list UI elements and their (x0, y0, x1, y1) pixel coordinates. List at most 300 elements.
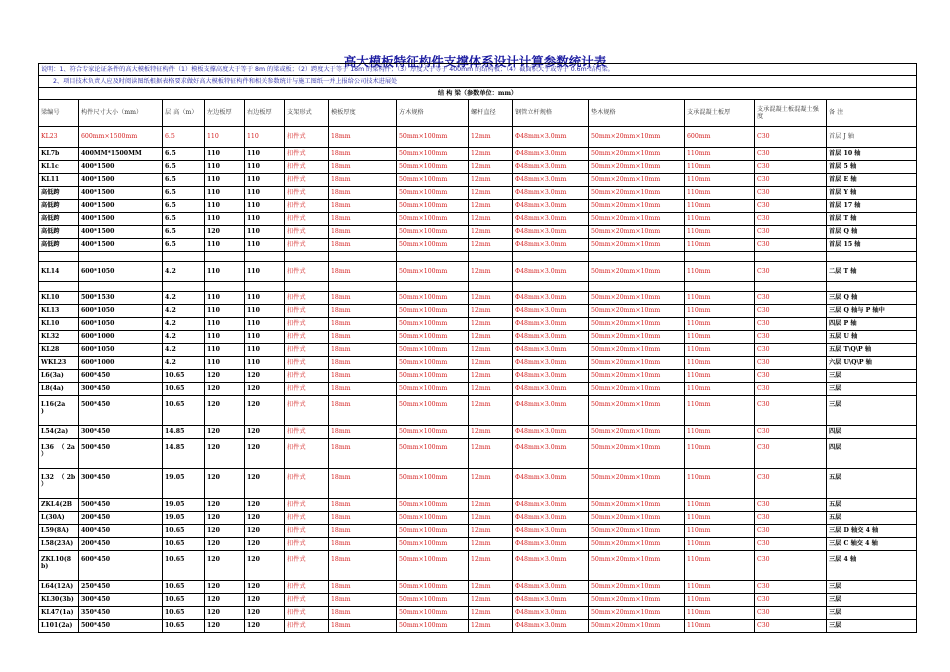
cell: 120 (205, 551, 245, 581)
cell: L6(3a) (39, 370, 79, 383)
cell: 120 (245, 499, 285, 512)
cell: 12mm (469, 383, 513, 396)
cell: 110 (205, 148, 245, 161)
cell: 12mm (469, 187, 513, 200)
cell: 4.2 (163, 344, 205, 357)
header-cell: 备 注 (827, 100, 917, 127)
cell: 50mm×100mm (397, 174, 469, 187)
cell: KL32 (39, 331, 79, 344)
empty-cell (513, 282, 589, 292)
cell: 300*450 (79, 469, 163, 499)
cell: 扣件式 (285, 620, 329, 633)
cell: 120 (245, 396, 285, 426)
cell: 120 (245, 607, 285, 620)
cell: 扣件式 (285, 396, 329, 426)
header-cell: 支承混凝土板厚 (685, 100, 755, 127)
cell: C30 (755, 213, 827, 226)
table-row (39, 239, 917, 252)
cell: 400*1500 (79, 174, 163, 187)
remark-cell: 首层 E 轴 (827, 174, 917, 187)
cell: 110mm (685, 439, 755, 469)
cell: Φ48mm×3.0mm (513, 292, 589, 305)
cell: 110 (245, 161, 285, 174)
cell: 120 (245, 426, 285, 439)
cell: 600*1000 (79, 331, 163, 344)
cell: 110 (245, 292, 285, 305)
cell: 110 (205, 127, 245, 148)
cell: C30 (755, 174, 827, 187)
cell: 扣件式 (285, 469, 329, 499)
cell: C30 (755, 344, 827, 357)
cell: Φ48mm×3.0mm (513, 127, 589, 148)
empty-cell (205, 252, 245, 262)
cell: 300*450 (79, 594, 163, 607)
header-cell: 梁编号 (39, 100, 79, 127)
cell: 12mm (469, 525, 513, 538)
cell: 12mm (469, 318, 513, 331)
table-row (39, 200, 917, 213)
cell: KL11 (39, 174, 79, 187)
table-row (39, 305, 917, 318)
cell: L32 （ 2b ） (39, 469, 79, 499)
cell: C30 (755, 469, 827, 499)
cell: 6.5 (163, 161, 205, 174)
cell: 250*450 (79, 581, 163, 594)
empty-cell (755, 282, 827, 292)
cell: 4.2 (163, 318, 205, 331)
remark-cell: 首层 15 轴 (827, 239, 917, 252)
cell: 50mm×20mm×10mm (589, 525, 685, 538)
cell: 12mm (469, 226, 513, 239)
cell: 50mm×100mm (397, 426, 469, 439)
cell: 10.65 (163, 607, 205, 620)
cell: 110 (205, 357, 245, 370)
remark-cell: 四层 (827, 426, 917, 439)
cell: 50mm×20mm×10mm (589, 161, 685, 174)
cell: 12mm (469, 174, 513, 187)
cell: L8(4a) (39, 383, 79, 396)
remark-cell: 三层 Q 轴与 P 轴中 (827, 305, 917, 318)
cell: 扣件式 (285, 318, 329, 331)
header-cell: 右边板厚 (245, 100, 285, 127)
cell: 50mm×20mm×10mm (589, 551, 685, 581)
cell: ZKL10(8 b) (39, 551, 79, 581)
cell: 10.65 (163, 525, 205, 538)
cell: 50mm×100mm (397, 305, 469, 318)
cell: 110 (205, 187, 245, 200)
table-row (39, 252, 917, 262)
table-row (39, 396, 917, 426)
cell: 50mm×20mm×10mm (589, 581, 685, 594)
table-row (39, 439, 917, 469)
cell: 600*1050 (79, 318, 163, 331)
cell: C30 (755, 226, 827, 239)
cell: 110 (205, 262, 245, 282)
cell: 50mm×20mm×10mm (589, 426, 685, 439)
empty-cell (469, 282, 513, 292)
cell: 350*450 (79, 607, 163, 620)
cell: 50mm×100mm (397, 538, 469, 551)
cell: 10.65 (163, 620, 205, 633)
cell: L59(8A) (39, 525, 79, 538)
cell: Φ48mm×3.0mm (513, 226, 589, 239)
cell: 18mm (329, 305, 397, 318)
cell: 50mm×20mm×10mm (589, 620, 685, 633)
table-row (39, 292, 917, 305)
cell: 600*1050 (79, 262, 163, 282)
cell: 110mm (685, 620, 755, 633)
cell: Φ48mm×3.0mm (513, 581, 589, 594)
cell: 120 (205, 525, 245, 538)
empty-cell (589, 252, 685, 262)
empty-cell (397, 252, 469, 262)
cell: 50mm×100mm (397, 396, 469, 426)
section-band-label: 结 构 梁（参数单位：mm） (39, 88, 917, 100)
cell: 200*450 (79, 512, 163, 525)
empty-cell (589, 282, 685, 292)
empty-cell (329, 282, 397, 292)
note-row-1 (39, 64, 917, 76)
remark-cell: 三层 Q 轴 (827, 292, 917, 305)
cell: L54(2a) (39, 426, 79, 439)
cell: 110 (205, 174, 245, 187)
cell: 120 (245, 551, 285, 581)
cell: Φ48mm×3.0mm (513, 331, 589, 344)
cell: 50mm×100mm (397, 439, 469, 469)
cell: Φ48mm×3.0mm (513, 607, 589, 620)
table-row (39, 226, 917, 239)
cell: ZKL4(2B (39, 499, 79, 512)
cell: 600*450 (79, 370, 163, 383)
cell: 50mm×100mm (397, 551, 469, 581)
cell: 110 (205, 200, 245, 213)
parameter-table (38, 63, 917, 633)
cell: 扣件式 (285, 148, 329, 161)
remark-cell: 三层 4 轴 (827, 551, 917, 581)
remark-cell: 三层 (827, 581, 917, 594)
cell: 120 (245, 383, 285, 396)
table-row (39, 318, 917, 331)
cell: 扣件式 (285, 538, 329, 551)
cell: 6.5 (163, 174, 205, 187)
cell: 50mm×20mm×10mm (589, 200, 685, 213)
cell: 50mm×100mm (397, 469, 469, 499)
cell: 高低跨 (39, 200, 79, 213)
cell: 110mm (685, 292, 755, 305)
cell: 110mm (685, 469, 755, 499)
cell: 扣件式 (285, 525, 329, 538)
remark-cell: 首层 Q 轴 (827, 226, 917, 239)
cell: 110mm (685, 318, 755, 331)
cell: 110mm (685, 239, 755, 252)
cell: 12mm (469, 512, 513, 525)
table-row (39, 512, 917, 525)
remark-cell: 六层 U\Q\P 轴 (827, 357, 917, 370)
cell: 4.2 (163, 262, 205, 282)
cell: 扣件式 (285, 331, 329, 344)
empty-cell (245, 282, 285, 292)
header-cell: 左边板厚 (205, 100, 245, 127)
cell: 110mm (685, 148, 755, 161)
remark-cell: 四层 (827, 439, 917, 469)
table-row (39, 174, 917, 187)
cell: 50mm×20mm×10mm (589, 344, 685, 357)
cell: 50mm×20mm×10mm (589, 538, 685, 551)
cell: 18mm (329, 383, 397, 396)
cell: 扣件式 (285, 161, 329, 174)
cell: 18mm (329, 292, 397, 305)
cell: 50mm×20mm×10mm (589, 305, 685, 318)
cell: 18mm (329, 187, 397, 200)
cell: Φ48mm×3.0mm (513, 174, 589, 187)
cell: 50mm×100mm (397, 200, 469, 213)
cell: 10.65 (163, 538, 205, 551)
cell: 300*450 (79, 426, 163, 439)
cell: 扣件式 (285, 499, 329, 512)
table-row (39, 331, 917, 344)
empty-cell (285, 282, 329, 292)
cell: 120 (245, 620, 285, 633)
cell: KL1c (39, 161, 79, 174)
cell: KL10 (39, 318, 79, 331)
empty-cell (205, 282, 245, 292)
cell: 110mm (685, 594, 755, 607)
cell: 500*450 (79, 499, 163, 512)
cell: Φ48mm×3.0mm (513, 213, 589, 226)
cell: 110 (245, 148, 285, 161)
cell: 400*450 (79, 525, 163, 538)
cell: 扣件式 (285, 344, 329, 357)
cell: 18mm (329, 148, 397, 161)
cell: Φ48mm×3.0mm (513, 344, 589, 357)
cell: 110mm (685, 357, 755, 370)
cell: 18mm (329, 226, 397, 239)
cell: 18mm (329, 499, 397, 512)
cell: 500*450 (79, 439, 163, 469)
cell: 首层 J 轴 (827, 127, 917, 148)
cell: 50mm×20mm×10mm (589, 370, 685, 383)
cell: 50mm×20mm×10mm (589, 396, 685, 426)
cell: 110 (245, 305, 285, 318)
cell: 50mm×20mm×10mm (589, 499, 685, 512)
cell: L64(12A) (39, 581, 79, 594)
cell: 110 (205, 161, 245, 174)
cell: 12mm (469, 262, 513, 282)
cell: 120 (205, 607, 245, 620)
cell: 12mm (469, 607, 513, 620)
remark-cell: 四层 P 轴 (827, 318, 917, 331)
table-row (39, 594, 917, 607)
cell: 6.5 (163, 239, 205, 252)
cell: C30 (755, 620, 827, 633)
cell: 扣件式 (285, 213, 329, 226)
cell: 扣件式 (285, 594, 329, 607)
cell: 120 (205, 469, 245, 499)
empty-cell (163, 252, 205, 262)
cell: 4.2 (163, 305, 205, 318)
cell: 扣件式 (285, 439, 329, 469)
cell: 50mm×100mm (397, 370, 469, 383)
cell: 110 (245, 187, 285, 200)
table-row (39, 620, 917, 633)
cell: 50mm×100mm (397, 187, 469, 200)
cell: Φ48mm×3.0mm (513, 439, 589, 469)
table-row (39, 607, 917, 620)
cell: C30 (755, 439, 827, 469)
cell: 12mm (469, 370, 513, 383)
cell: 50mm×20mm×10mm (589, 262, 685, 282)
cell: 扣件式 (285, 426, 329, 439)
cell: 12mm (469, 127, 513, 148)
cell: 50mm×100mm (397, 512, 469, 525)
cell: 110 (245, 127, 285, 148)
cell: 110mm (685, 607, 755, 620)
cell: Φ48mm×3.0mm (513, 538, 589, 551)
empty-cell (469, 252, 513, 262)
cell: 6.5 (163, 213, 205, 226)
cell: WKL23 (39, 357, 79, 370)
cell: C30 (755, 262, 827, 282)
note-2: 2、项目技术负责人应及时阅读图纸根据表格要求做好高大模板特征构件和相关参数统计与施工图纸一并上报给公司技术进展处 (39, 76, 917, 88)
cell: 18mm (329, 174, 397, 187)
cell: KL10 (39, 292, 79, 305)
cell: 18mm (329, 370, 397, 383)
cell: Φ48mm×3.0mm (513, 187, 589, 200)
cell: 110mm (685, 161, 755, 174)
cell: 12mm (469, 331, 513, 344)
cell: KL7b (39, 148, 79, 161)
cell: 600mm (685, 127, 755, 148)
note-row-2 (39, 76, 917, 88)
cell: 扣件式 (285, 357, 329, 370)
cell: C30 (755, 127, 827, 148)
cell: 50mm×20mm×10mm (589, 512, 685, 525)
cell: 120 (245, 439, 285, 469)
empty-cell (329, 252, 397, 262)
table-row (39, 383, 917, 396)
cell: 110mm (685, 187, 755, 200)
header-cell: 螺杆直径 (469, 100, 513, 127)
empty-cell (397, 282, 469, 292)
cell: Φ48mm×3.0mm (513, 239, 589, 252)
cell: 110mm (685, 551, 755, 581)
header-cell: 构件尺寸大小（mm） (79, 100, 163, 127)
cell: 12mm (469, 239, 513, 252)
cell: 50mm×100mm (397, 262, 469, 282)
cell: L36 （ 2a ） (39, 439, 79, 469)
cell: 18mm (329, 344, 397, 357)
cell: 110 (205, 305, 245, 318)
cell: Φ48mm×3.0mm (513, 370, 589, 383)
remark-cell: 首层 10 轴 (827, 148, 917, 161)
cell: 400MM*1500MM (79, 148, 163, 161)
cell: 400*1500 (79, 226, 163, 239)
cell: 50mm×20mm×10mm (589, 127, 685, 148)
cell: 6.5 (163, 148, 205, 161)
cell: 110 (205, 292, 245, 305)
remark-cell: 三层 (827, 620, 917, 633)
cell: 扣件式 (285, 305, 329, 318)
cell: 50mm×100mm (397, 161, 469, 174)
cell: 50mm×100mm (397, 226, 469, 239)
cell: 18mm (329, 200, 397, 213)
header-cell: 层 高（m） (163, 100, 205, 127)
cell: 400*1500 (79, 213, 163, 226)
cell: 110mm (685, 383, 755, 396)
remark-cell: 五层 (827, 469, 917, 499)
cell: 50mm×100mm (397, 292, 469, 305)
table-row (39, 581, 917, 594)
cell: 19.05 (163, 512, 205, 525)
cell: 110mm (685, 305, 755, 318)
cell: 120 (245, 512, 285, 525)
cell: 120 (205, 439, 245, 469)
cell: 110mm (685, 512, 755, 525)
cell: 120 (245, 594, 285, 607)
cell: C30 (755, 426, 827, 439)
cell: 400*1500 (79, 239, 163, 252)
table-row (39, 213, 917, 226)
cell: 110mm (685, 426, 755, 439)
remark-cell: 三层 (827, 396, 917, 426)
cell: 110 (245, 262, 285, 282)
cell: C30 (755, 200, 827, 213)
cell: 50mm×20mm×10mm (589, 469, 685, 499)
cell: Φ48mm×3.0mm (513, 594, 589, 607)
cell: Φ48mm×3.0mm (513, 426, 589, 439)
cell: 18mm (329, 127, 397, 148)
cell: KL28 (39, 344, 79, 357)
cell: KL47(1a) (39, 607, 79, 620)
cell: 12mm (469, 305, 513, 318)
cell: 12mm (469, 439, 513, 469)
cell: 12mm (469, 551, 513, 581)
cell: 50mm×100mm (397, 213, 469, 226)
cell: 600*1050 (79, 344, 163, 357)
cell: 4.2 (163, 292, 205, 305)
cell: C30 (755, 187, 827, 200)
cell: 18mm (329, 239, 397, 252)
cell: 12mm (469, 581, 513, 594)
table-row (39, 344, 917, 357)
cell: 高低跨 (39, 213, 79, 226)
cell: Φ48mm×3.0mm (513, 499, 589, 512)
remark-cell: 三层 D 轴交 4 轴 (827, 525, 917, 538)
cell: 4.2 (163, 357, 205, 370)
empty-cell (685, 282, 755, 292)
cell: 50mm×20mm×10mm (589, 331, 685, 344)
cell: 50mm×20mm×10mm (589, 187, 685, 200)
cell: 50mm×20mm×10mm (589, 239, 685, 252)
remark-cell: 二层 T 轴 (827, 262, 917, 282)
cell: C30 (755, 607, 827, 620)
cell: 110mm (685, 174, 755, 187)
cell: 扣件式 (285, 292, 329, 305)
cell: C30 (755, 396, 827, 426)
cell: 600*1050 (79, 305, 163, 318)
cell: 10.65 (163, 551, 205, 581)
cell: 110mm (685, 370, 755, 383)
cell: 扣件式 (285, 226, 329, 239)
cell: 18mm (329, 331, 397, 344)
empty-cell (685, 252, 755, 262)
cell: C30 (755, 239, 827, 252)
table-row (39, 551, 917, 581)
cell: 120 (205, 370, 245, 383)
section-band (39, 88, 917, 100)
remark-cell: 五层 (827, 499, 917, 512)
cell: 50mm×100mm (397, 148, 469, 161)
